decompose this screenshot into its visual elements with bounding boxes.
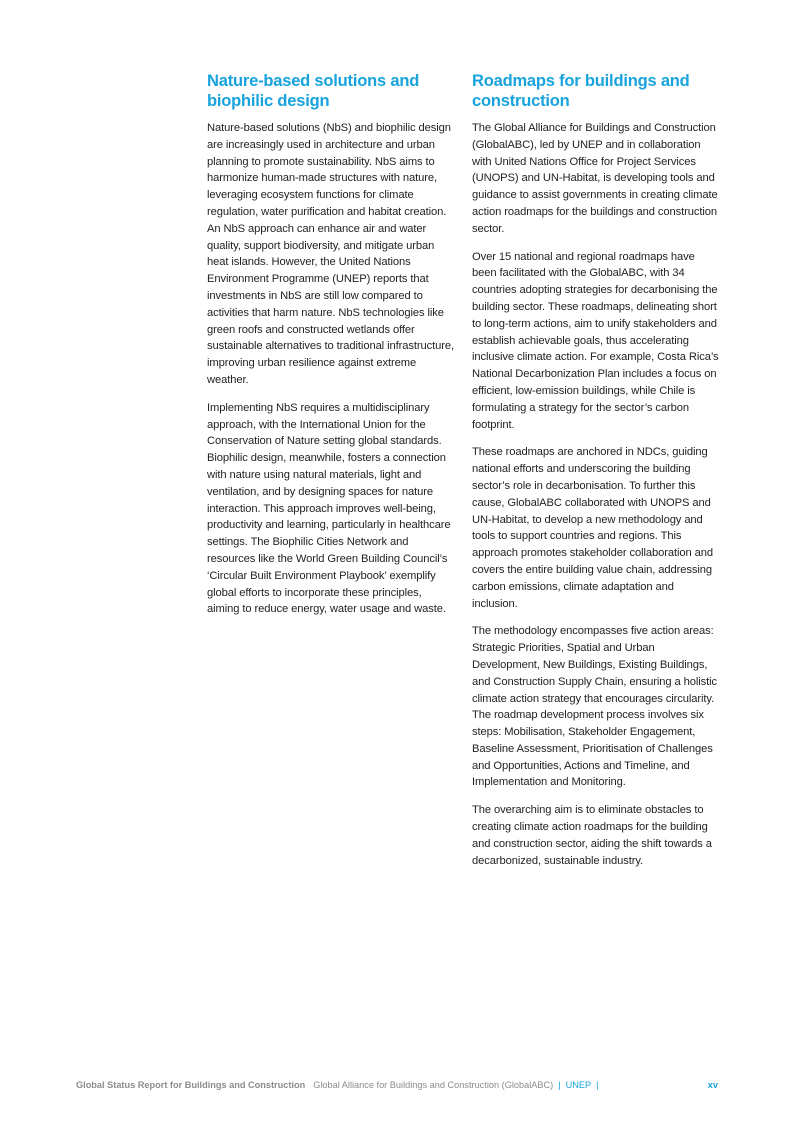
page-footer bbox=[76, 1079, 718, 1091]
footer-separator-left: | bbox=[558, 1080, 561, 1090]
nbs-paragraph-2: Implementing NbS requires a multidisciplinary approach, with the International Union for the Conservation of Nature setting global standards. Biophilic design, meanwhile, fosters a connection with nature using natural materials, light and ventilation, and by designing spaces for nature interaction. This approach improves well-being, productivity and learning, particularly in healthcare settings. The Biophilic Cities Network and resources like the World Green Building Council’s ‘Circular Built Environment Playbook’ exemplify global efforts to incorporate these principles, aiming to reduce energy, water usage and waste. bbox=[207, 401, 451, 616]
footer-separator-right: | bbox=[596, 1080, 599, 1090]
nbs-paragraph-1: Nature-based solutions (NbS) and biophilic design are increasingly used in architecture and urban planning to promote sustainability. NbS aims to harmonize human-made structures with nature, leveraging ecosystem functions for climate regulation, water purification and habitat creation. An NbS approach can enhance air and water quality, support biodiversity, and mitigate urban heat islands. However, the United Nations Environment Programme (UNEP) reports that investments in NbS are still low compared to activities that harm nature. NbS technologies like green roofs and constructed wetlands offer sustainable alternatives to traditional infrastructure, improving urban resilience against extreme weather. bbox=[207, 122, 454, 386]
roadmaps-paragraph-5: The overarching aim is to eliminate obstacles to creating climate action roadmaps for the building and construction sector, aiding the shift towards a decarbonized, sustainable industry. bbox=[472, 804, 712, 867]
roadmaps-paragraph-2: Over 15 national and regional roadmaps have been facilitated with the GlobalABC, with 34 countries adopting strategies for decarbonising the building sector. These roadmaps, delineating short to long-term actions, aim to unify stakeholders and establish achievable goals, thus accelerating inclusive climate action. For example, Costa Rica’s National Decarbonization Plan includes a focus on efficient, low-emission buildings, while Chile is formulating a strategy for the sector’s carbon footprint. bbox=[472, 250, 719, 431]
footer-partner: UNEP bbox=[565, 1080, 592, 1090]
page-number: xv bbox=[707, 1080, 718, 1090]
roadmaps-paragraph-4: The methodology encompasses five action areas: Strategic Priorities, Spatial and Urban Development, New Buildings, Existing Buildings, and Construction Supply Chain, ensuring a holistic climate action strategy that encourages circularity. The roadmap development process involves six steps: Mobilisation, Stakeholder Engagement, Baseline Assessment, Prioritisation of Challenges and Opportunities, Actions and Timeline, and Implementation and Monitoring. bbox=[472, 625, 717, 789]
roadmaps-paragraph-1: The Global Alliance for Buildings and Construction (GlobalABC), led by UNEP and in collaboration with United Nations Office for Project Services (UNOPS) and UN-Habitat, is developing tools and guidance to assist governments in creating climate action roadmaps for the buildings and construction sector. bbox=[472, 122, 718, 235]
left-column bbox=[207, 72, 455, 629]
roadmaps-paragraph-3: These roadmaps are anchored in NDCs, guiding national efforts and underscoring the building sector’s role in decarbonisation. To further this cause, GlobalABC collaborated with UNOPS and UN-Habitat, to develop a new methodology and tools to support countries and regions. This approach promotes stakeholder collaboration and covers the entire building value chain, addressing carbon emissions, climate adaptation and inclusion. bbox=[472, 446, 713, 610]
right-column bbox=[472, 72, 722, 880]
footer-organization: Global Alliance for Buildings and Construction (GlobalABC) bbox=[313, 1080, 554, 1090]
roadmaps-heading: Roadmaps for buildings and construction bbox=[472, 72, 690, 110]
nbs-heading: Nature-based solutions and biophilic design bbox=[207, 72, 420, 110]
footer-report-title: Global Status Report for Buildings and Construction bbox=[76, 1080, 306, 1090]
